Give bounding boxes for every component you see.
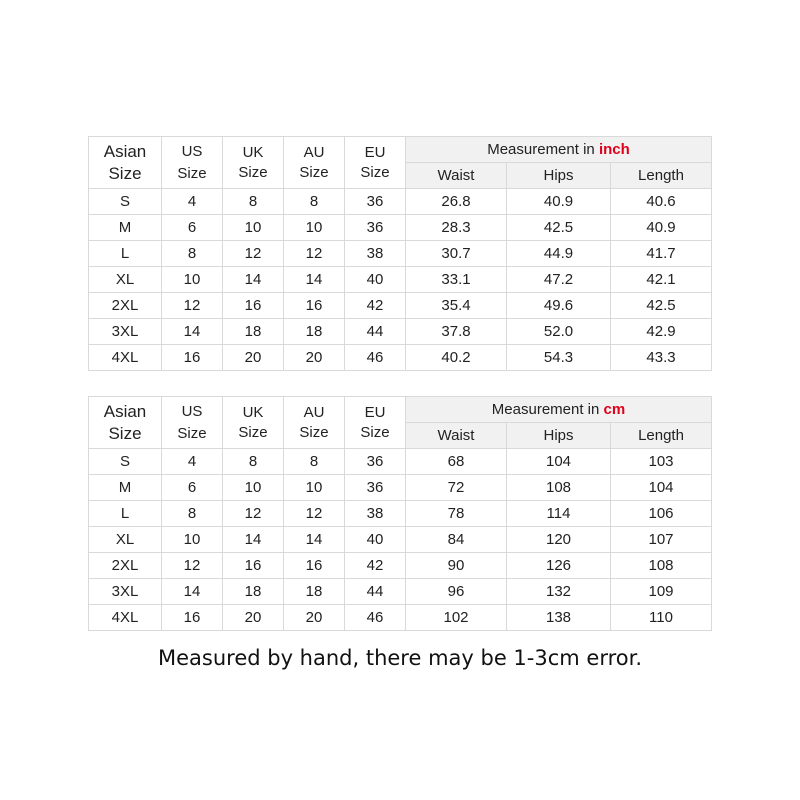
cell-au-size: 18 xyxy=(284,579,345,605)
header-uk-line1: UK xyxy=(242,143,264,161)
cell-au-size: 14 xyxy=(284,527,345,553)
cell-asian-size: S xyxy=(89,449,162,475)
cell-waist: 28.3 xyxy=(406,215,507,241)
cell-hips: 44.9 xyxy=(507,241,611,267)
cell-eu-size: 40 xyxy=(345,267,406,293)
cell-asian-size: 2XL xyxy=(89,293,162,319)
cell-us-size: 8 xyxy=(162,501,223,527)
cell-uk-size: 12 xyxy=(223,241,284,267)
table-row xyxy=(89,527,712,553)
cell-au-size: 14 xyxy=(284,267,345,293)
table-row xyxy=(89,215,712,241)
header-eu-size xyxy=(345,137,406,189)
table-row xyxy=(89,501,712,527)
cell-length: 109 xyxy=(611,579,712,605)
cell-length: 103 xyxy=(611,449,712,475)
table-row xyxy=(89,319,712,345)
cell-waist: 35.4 xyxy=(406,293,507,319)
cell-us-size: 6 xyxy=(162,215,223,241)
cell-hips: 52.0 xyxy=(507,319,611,345)
cell-us-size: 6 xyxy=(162,475,223,501)
table-row xyxy=(89,553,712,579)
cell-us-size: 14 xyxy=(162,319,223,345)
cell-eu-size: 44 xyxy=(345,579,406,605)
cell-uk-size: 14 xyxy=(223,267,284,293)
cell-hips: 138 xyxy=(507,605,611,631)
header-asian-line1: Asian xyxy=(103,141,147,161)
header-eu-line1: EU xyxy=(364,403,386,421)
cell-us-size: 8 xyxy=(162,241,223,267)
cell-eu-size: 40 xyxy=(345,527,406,553)
cell-length: 110 xyxy=(611,605,712,631)
cell-us-size: 14 xyxy=(162,579,223,605)
cell-eu-size: 42 xyxy=(345,553,406,579)
cell-hips: 132 xyxy=(507,579,611,605)
cell-uk-size: 18 xyxy=(223,319,284,345)
cell-asian-size: L xyxy=(89,501,162,527)
cell-asian-size: 3XL xyxy=(89,579,162,605)
cell-uk-size: 8 xyxy=(223,449,284,475)
size-table-inch xyxy=(88,136,712,371)
cell-au-size: 10 xyxy=(284,215,345,241)
cell-asian-size: 4XL xyxy=(89,605,162,631)
header-waist: Waist xyxy=(406,163,507,189)
cell-eu-size: 36 xyxy=(345,215,406,241)
cell-us-size: 16 xyxy=(162,345,223,371)
header-us-size xyxy=(162,137,223,189)
header-au-line2: Size xyxy=(299,423,329,441)
header-length: Length xyxy=(611,423,712,449)
cell-waist: 37.8 xyxy=(406,319,507,345)
cell-eu-size: 36 xyxy=(345,475,406,501)
cell-hips: 104 xyxy=(507,449,611,475)
measurement-prefix: Measurement in xyxy=(487,141,595,158)
cell-au-size: 12 xyxy=(284,241,345,267)
header-uk-size xyxy=(223,137,284,189)
cell-au-size: 16 xyxy=(284,553,345,579)
table-row xyxy=(89,241,712,267)
header-length: Length xyxy=(611,163,712,189)
cell-eu-size: 42 xyxy=(345,293,406,319)
cell-eu-size: 38 xyxy=(345,241,406,267)
cell-asian-size: S xyxy=(89,189,162,215)
cell-uk-size: 16 xyxy=(223,293,284,319)
cell-us-size: 12 xyxy=(162,553,223,579)
cell-au-size: 12 xyxy=(284,501,345,527)
header-waist: Waist xyxy=(406,423,507,449)
header-au-line1: AU xyxy=(303,403,325,421)
header-measurement xyxy=(406,137,712,163)
table-row xyxy=(89,267,712,293)
header-asian-line1: Asian xyxy=(103,401,147,421)
table-row xyxy=(89,605,712,631)
size-table-cm xyxy=(88,396,712,631)
header-hips: Hips xyxy=(507,423,611,449)
cell-uk-size: 16 xyxy=(223,553,284,579)
cell-hips: 40.9 xyxy=(507,189,611,215)
header-uk-line2: Size xyxy=(238,423,268,441)
cell-hips: 47.2 xyxy=(507,267,611,293)
cell-uk-size: 20 xyxy=(223,605,284,631)
measurement-prefix: Measurement in xyxy=(491,401,600,418)
cell-length: 108 xyxy=(611,553,712,579)
cell-length: 104 xyxy=(611,475,712,501)
cell-eu-size: 46 xyxy=(345,345,406,371)
cell-length: 42.9 xyxy=(611,319,712,345)
cell-uk-size: 8 xyxy=(223,189,284,215)
cell-hips: 42.5 xyxy=(507,215,611,241)
header-eu-line2: Size xyxy=(360,423,390,441)
cell-waist: 26.8 xyxy=(406,189,507,215)
cell-waist: 84 xyxy=(406,527,507,553)
measurement-unit: inch xyxy=(598,141,630,158)
header-eu-size xyxy=(345,397,406,449)
header-eu-line1: EU xyxy=(364,143,386,161)
cell-length: 106 xyxy=(611,501,712,527)
header-au-line1: AU xyxy=(303,143,325,161)
header-uk-line1: UK xyxy=(242,403,264,421)
table-row xyxy=(89,579,712,605)
cell-waist: 102 xyxy=(406,605,507,631)
cell-eu-size: 44 xyxy=(345,319,406,345)
cell-asian-size: M xyxy=(89,475,162,501)
cell-asian-size: L xyxy=(89,241,162,267)
cell-uk-size: 14 xyxy=(223,527,284,553)
cell-hips: 114 xyxy=(507,501,611,527)
table-body-inch xyxy=(89,189,712,371)
cell-au-size: 18 xyxy=(284,319,345,345)
cell-au-size: 8 xyxy=(284,189,345,215)
cell-au-size: 20 xyxy=(284,345,345,371)
header-us-size xyxy=(162,397,223,449)
cell-length: 40.9 xyxy=(611,215,712,241)
header-us-line1: US xyxy=(181,142,203,160)
cell-hips: 108 xyxy=(507,475,611,501)
cell-waist: 78 xyxy=(406,501,507,527)
measurement-unit: cm xyxy=(603,401,626,418)
cell-us-size: 16 xyxy=(162,605,223,631)
cell-us-size: 10 xyxy=(162,527,223,553)
header-asian-size xyxy=(89,137,162,189)
cell-asian-size: 4XL xyxy=(89,345,162,371)
cell-waist: 96 xyxy=(406,579,507,605)
header-measurement xyxy=(406,397,712,423)
cell-au-size: 8 xyxy=(284,449,345,475)
cell-uk-size: 12 xyxy=(223,501,284,527)
cell-asian-size: XL xyxy=(89,527,162,553)
header-us-line2: Size xyxy=(177,424,207,442)
cell-hips: 126 xyxy=(507,553,611,579)
cell-waist: 40.2 xyxy=(406,345,507,371)
cell-waist: 90 xyxy=(406,553,507,579)
table-body-cm xyxy=(89,449,712,631)
cell-eu-size: 36 xyxy=(345,189,406,215)
cell-au-size: 16 xyxy=(284,293,345,319)
header-uk-line2: Size xyxy=(238,163,268,181)
cell-uk-size: 10 xyxy=(223,475,284,501)
measurement-note: Measured by hand, there may be 1-3cm error. xyxy=(157,646,642,670)
cell-eu-size: 36 xyxy=(345,449,406,475)
cell-us-size: 4 xyxy=(162,449,223,475)
header-au-line2: Size xyxy=(299,163,329,181)
cell-asian-size: 2XL xyxy=(89,553,162,579)
cell-au-size: 20 xyxy=(284,605,345,631)
table-row xyxy=(89,293,712,319)
cell-length: 41.7 xyxy=(611,241,712,267)
cell-length: 107 xyxy=(611,527,712,553)
cell-uk-size: 18 xyxy=(223,579,284,605)
cell-au-size: 10 xyxy=(284,475,345,501)
cell-eu-size: 46 xyxy=(345,605,406,631)
cell-waist: 33.1 xyxy=(406,267,507,293)
cell-us-size: 12 xyxy=(162,293,223,319)
cell-asian-size: XL xyxy=(89,267,162,293)
table-row xyxy=(89,189,712,215)
cell-length: 42.5 xyxy=(611,293,712,319)
cell-asian-size: 3XL xyxy=(89,319,162,345)
table-row xyxy=(89,345,712,371)
cell-eu-size: 38 xyxy=(345,501,406,527)
header-us-line1: US xyxy=(181,402,203,420)
cell-us-size: 10 xyxy=(162,267,223,293)
cell-waist: 68 xyxy=(406,449,507,475)
header-asian-line2: Size xyxy=(108,163,142,183)
cell-uk-size: 20 xyxy=(223,345,284,371)
header-us-line2: Size xyxy=(177,164,207,182)
cell-length: 42.1 xyxy=(611,267,712,293)
cell-waist: 72 xyxy=(406,475,507,501)
cell-hips: 54.3 xyxy=(507,345,611,371)
table-row xyxy=(89,449,712,475)
cell-waist: 30.7 xyxy=(406,241,507,267)
table-row xyxy=(89,475,712,501)
header-hips: Hips xyxy=(507,163,611,189)
header-au-size xyxy=(284,397,345,449)
cell-hips: 120 xyxy=(507,527,611,553)
cell-uk-size: 10 xyxy=(223,215,284,241)
cell-us-size: 4 xyxy=(162,189,223,215)
cell-length: 43.3 xyxy=(611,345,712,371)
header-au-size xyxy=(284,137,345,189)
cell-length: 40.6 xyxy=(611,189,712,215)
header-asian-line2: Size xyxy=(108,423,142,443)
cell-asian-size: M xyxy=(89,215,162,241)
header-asian-size xyxy=(89,397,162,449)
header-eu-line2: Size xyxy=(360,163,390,181)
header-uk-size xyxy=(223,397,284,449)
cell-hips: 49.6 xyxy=(507,293,611,319)
